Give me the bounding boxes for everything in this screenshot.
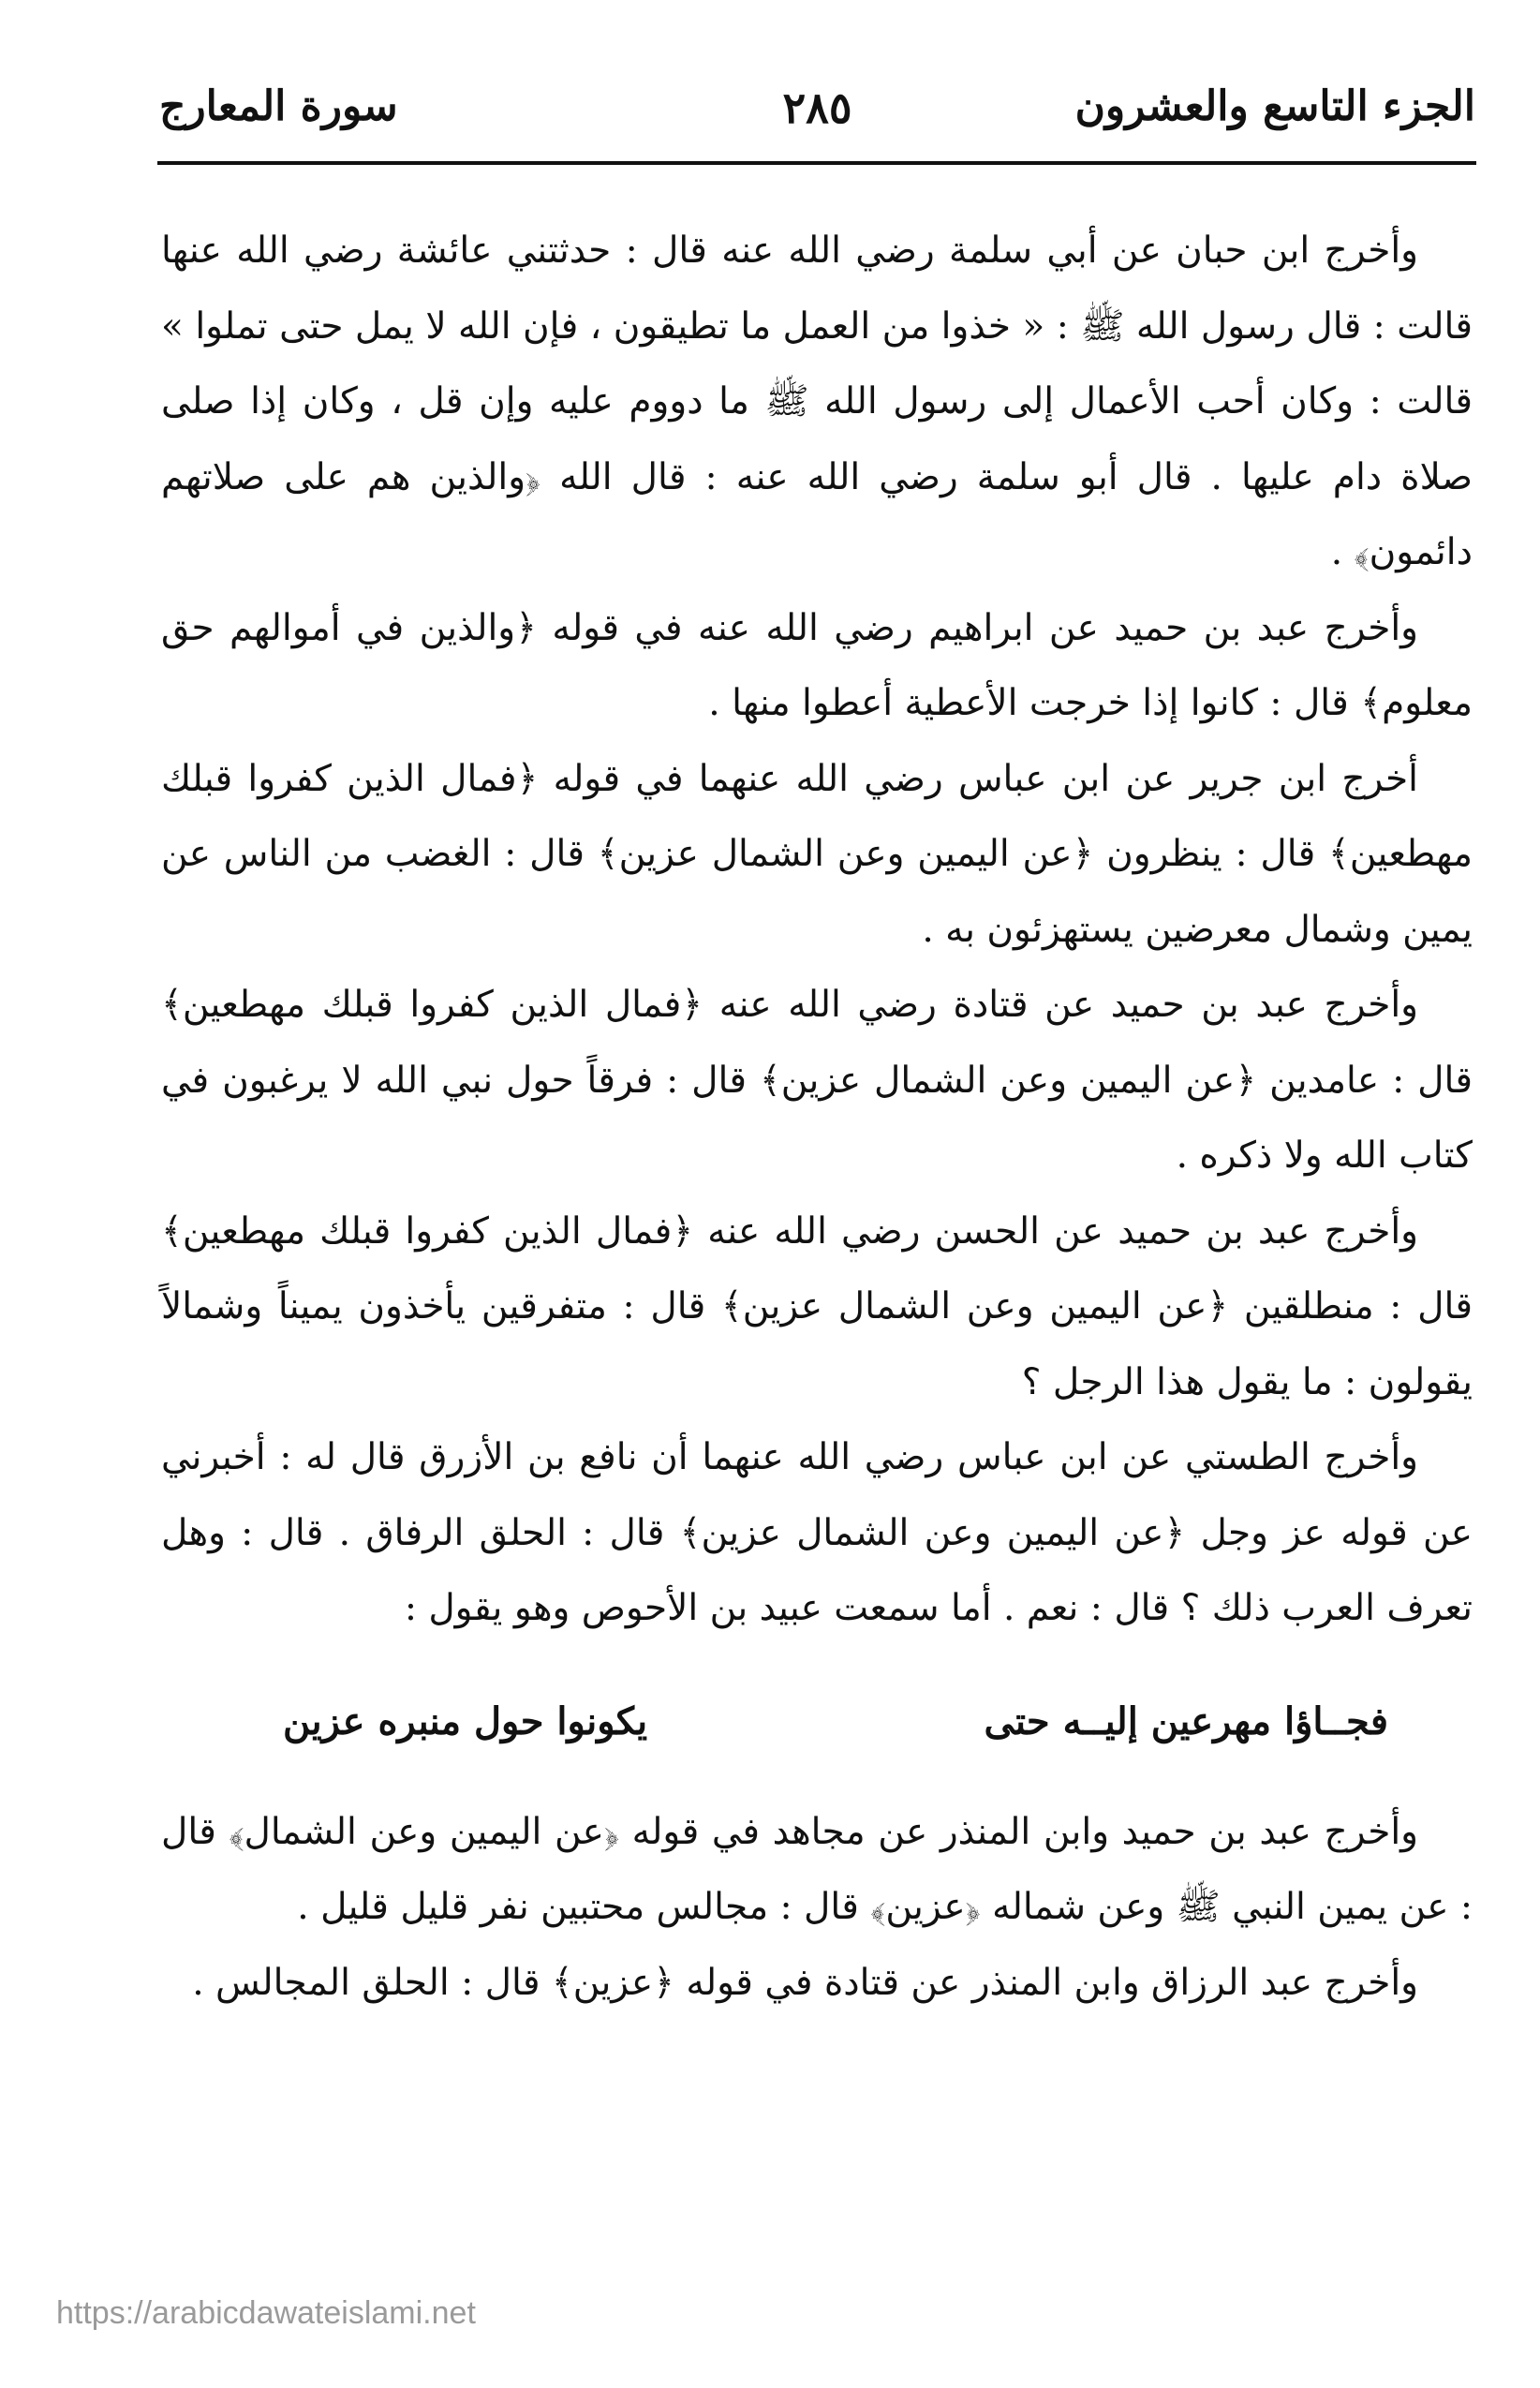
header-rule bbox=[157, 161, 1476, 165]
paragraph: وأخرج عبد بن حميد عن ابراهيم رضي الله عنه في قوله ﴿والذين في أموالهم حق معلوم﴾ قال : كانوا إذا خرجت الأعطية أعطوا منها . bbox=[161, 606, 1473, 724]
paragraph: وأخرج عبد بن حميد عن الحسن رضي الله عنه ﴿فمال الذين كفروا قبلك مهطعين﴾ قال : منطلقين ﴿عن اليمين وعن الشمال عزين﴾ قال : متفرقين يأخذون يميناً وشمالاً يقولون : ما يقول هذا الرجل ؟ bbox=[161, 1209, 1473, 1403]
paragraph: أخرج ابن جرير عن ابن عباس رضي الله عنهما في قوله ﴿فمال الذين كفروا قبلك مهطعين﴾ قال : ينظرون ﴿عن اليمين وعن الشمال عزين﴾ قال : الغضب من الناس عن يمين وشمال معرضين يستهزئون به . bbox=[161, 757, 1473, 951]
watermark-url: https://arabicdawateislami.net bbox=[56, 2295, 476, 2331]
poem-hemistich-left: يكونوا حول منبره عزين bbox=[283, 1698, 648, 1743]
poem-hemistich-right: فجــاؤا مهرعين إليــه حتى bbox=[984, 1698, 1388, 1743]
paragraph: وأخرج عبد بن حميد عن قتادة رضي الله عنه ﴿فمال الذين كفروا قبلك مهطعين﴾ قال : عامدين ﴿عن اليمين وعن الشمال عزين﴾ قال : فرقاً حول نبي الله لا يرغبون في كتاب الله ولا ذكره . bbox=[161, 984, 1473, 1177]
page-number: ٢٨٥ bbox=[782, 82, 852, 133]
part-title: الجزء التاسع والعشرون bbox=[1074, 82, 1475, 130]
poem-verse bbox=[283, 1684, 1388, 1759]
paragraph: وأخرج ابن حبان عن أبي سلمة رضي الله عنه قال : حدثتني عائشة رضي الله عنها قالت : قال رسول الله ﷺ : « خذوا من العمل ما تطيقون ، فإن الله لا يمل حتى تملوا » قالت : وكان أحب الأعمال إلى رسول الله ﷺ ما دووم عليه وإن قل ، وكان إذا صلى صلاة دام عليها . قال أبو سلمة رضي الله عنه : قال الله ﴿والذين هم على صلاتهم دائمون﴾ . bbox=[161, 230, 1473, 573]
surah-title: سورة المعارج bbox=[159, 82, 398, 130]
paragraph: وأخرج عبد الرزاق وابن المنذر عن قتادة في قوله ﴿عزين﴾ قال : الحلق المجالس . bbox=[192, 1961, 1418, 2004]
page-header bbox=[159, 82, 1475, 148]
paragraph: وأخرج الطستي عن ابن عباس رضي الله عنهما أن نافع بن الأزرق قال له : أخبرني عن قوله عز وجل ﴿عن اليمين وعن الشمال عزين﴾ قال : الحلق الرفاق . قال : وهل تعرف العرب ذلك ؟ قال : نعم . أما سمعت عبيد بن الأحوص وهو يقول : bbox=[161, 1436, 1473, 1629]
page-body bbox=[161, 214, 1473, 2021]
paragraph: وأخرج عبد بن حميد وابن المنذر عن مجاهد في قوله ﴿عن اليمين وعن الشمال﴾ قال : عن يمين النبي ﷺ وعن شماله ﴿عزين﴾ قال : مجالس محتبين نفر قليل قليل . bbox=[161, 1810, 1473, 1928]
